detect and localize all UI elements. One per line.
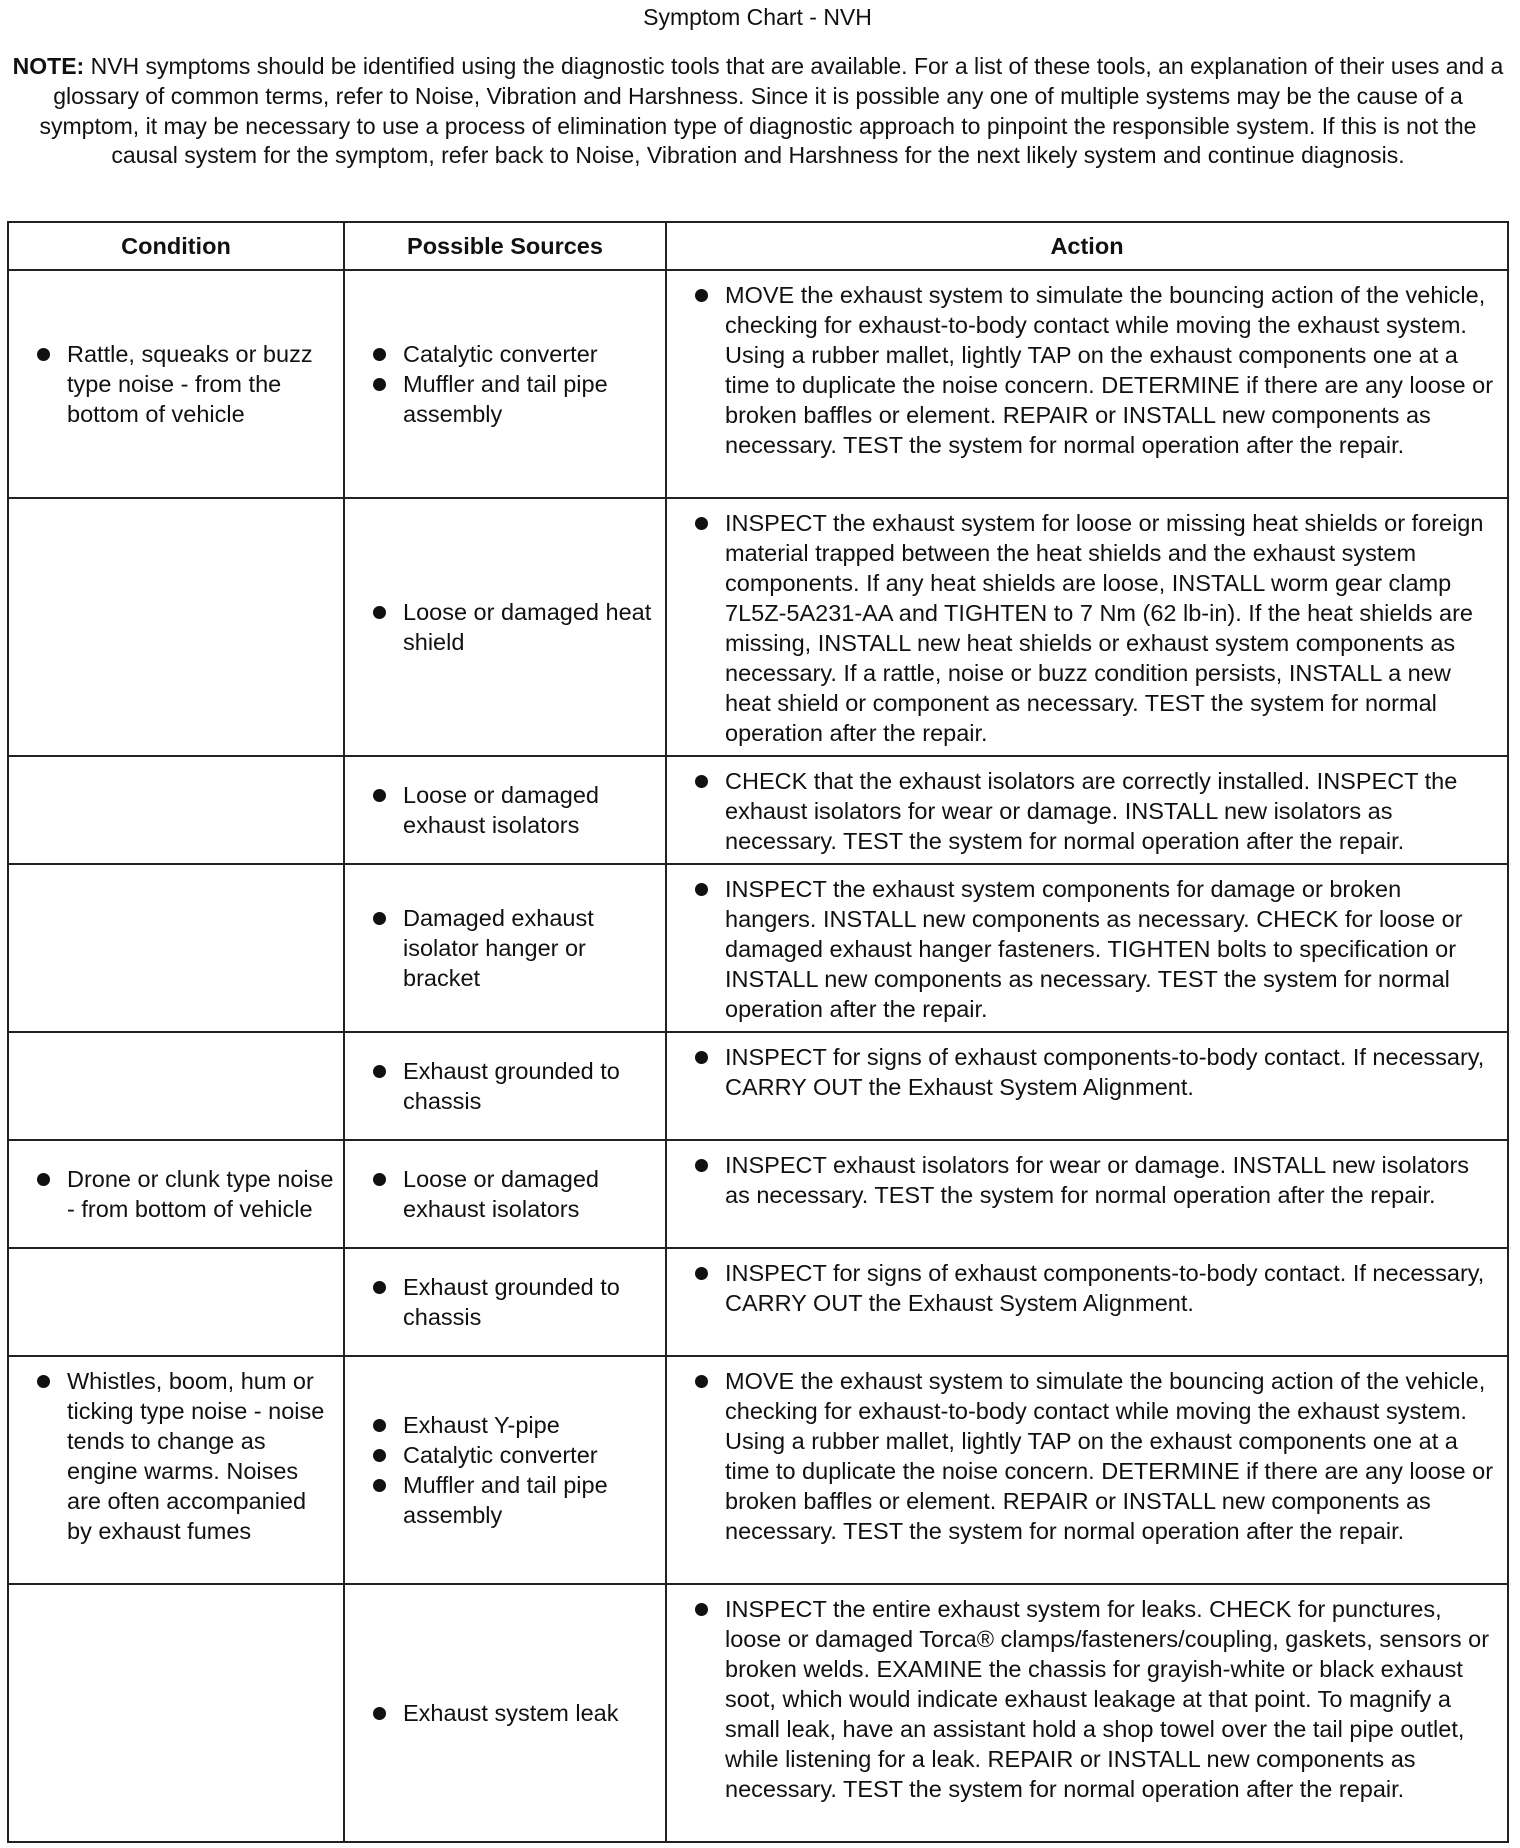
source-item: Catalytic converter — [345, 1440, 665, 1470]
table-row — [8, 1584, 1508, 1842]
source-item: Loose or damaged exhaust isolators — [345, 780, 665, 840]
source-item: Loose or damaged heat shield — [345, 597, 665, 657]
sources-cell — [344, 270, 666, 498]
source-item: Damaged exhaust isolator hanger or bracket — [345, 903, 665, 993]
action-item: CHECK that the exhaust isolators are correctly installed. INSPECT the exhaust isolators for wear or damage. INSTALL new isolators as necessary. TEST the system for normal operation after the repair. — [667, 766, 1507, 856]
source-item: Loose or damaged exhaust isolators — [345, 1164, 665, 1224]
action-item: INSPECT for signs of exhaust components-to-body contact. If necessary, CARRY OUT the Exhaust System Alignment. — [667, 1258, 1507, 1318]
action-cell — [666, 756, 1508, 864]
note-paragraph — [8, 52, 1508, 171]
action-cell — [666, 1032, 1508, 1140]
condition-item: Rattle, squeaks or buzz type noise - from the bottom of vehicle — [9, 339, 343, 429]
condition-cell — [8, 1356, 344, 1584]
condition-cell — [8, 756, 344, 864]
table-row — [8, 1356, 1508, 1584]
condition-cell — [8, 1032, 344, 1140]
source-item: Catalytic converter — [345, 339, 665, 369]
header-possible-sources: Possible Sources — [344, 222, 666, 270]
action-item: MOVE the exhaust system to simulate the bouncing action of the vehicle, checking for exhaust-to-body contact while moving the exhaust system. Using a rubber mallet, lightly TAP on the exhaust components one at a time to duplicate the noise concern. DETERMINE if there are any loose or broken baffles or element. REPAIR or INSTALL new components as necessary. TEST the system for normal operation after the repair. — [667, 1366, 1507, 1546]
action-item: INSPECT for signs of exhaust components-to-body contact. If necessary, CARRY OUT the Exhaust System Alignment. — [667, 1042, 1507, 1102]
note-label: NOTE: — [12, 53, 85, 79]
sources-cell — [344, 1032, 666, 1140]
action-item: INSPECT the exhaust system for loose or missing heat shields or foreign material trapped between the heat shields and the exhaust system components. If any heat shields are loose, INSTALL worm gear clamp 7L5Z-5A231-AA and TIGHTEN to 7 Nm (62 lb-in). If the heat shields are missing, INSTALL new heat shields or exhaust system components as necessary. If a rattle, noise or buzz condition persists, INSTALL a new heat shield or component as necessary. TEST the system for normal operation after the repair. — [667, 508, 1507, 748]
action-cell — [666, 1356, 1508, 1584]
action-cell — [666, 270, 1508, 498]
source-item: Exhaust system leak — [345, 1698, 665, 1728]
source-item: Exhaust grounded to chassis — [345, 1056, 665, 1116]
condition-item: Drone or clunk type noise - from bottom of vehicle — [9, 1164, 343, 1224]
source-item: Exhaust grounded to chassis — [345, 1272, 665, 1332]
action-item: INSPECT the entire exhaust system for leaks. CHECK for punctures, loose or damaged Torca® clamps/fasteners/coupling, gaskets, sensors or broken welds. EXAMINE the chassis for grayish-white or black exhaust soot, which would indicate exhaust leakage at that point. To magnify a small leak, have an assistant hold a shop towel over the tail pipe outlet, while listening for a leak. REPAIR or INSTALL new components as necessary. TEST the system for normal operation after the repair. — [667, 1594, 1507, 1804]
condition-cell — [8, 1584, 344, 1842]
sources-cell — [344, 1584, 666, 1842]
header-action: Action — [666, 222, 1508, 270]
table-header-row — [8, 222, 1508, 270]
condition-cell — [8, 1248, 344, 1356]
action-cell — [666, 1584, 1508, 1842]
source-item: Muffler and tail pipe assembly — [345, 1470, 665, 1530]
sources-cell — [344, 498, 666, 756]
action-item: MOVE the exhaust system to simulate the bouncing action of the vehicle, checking for exhaust-to-body contact while moving the exhaust system. Using a rubber mallet, lightly TAP on the exhaust components one at a time to duplicate the noise concern. DETERMINE if there are any loose or broken baffles or element. REPAIR or INSTALL new components as necessary. TEST the system for normal operation after the repair. — [667, 280, 1507, 460]
action-cell — [666, 864, 1508, 1032]
sources-cell — [344, 1356, 666, 1584]
symptom-chart-table — [7, 221, 1509, 1843]
action-item: INSPECT exhaust isolators for wear or damage. INSTALL new isolators as necessary. TEST the system for normal operation after the repair. — [667, 1150, 1507, 1210]
sources-cell — [344, 1140, 666, 1248]
condition-item: Whistles, boom, hum or ticking type noise - noise tends to change as engine warms. Noises are often accompanied by exhaust fumes — [9, 1366, 343, 1546]
table-row — [8, 1032, 1508, 1140]
condition-cell — [8, 270, 344, 498]
condition-cell — [8, 498, 344, 756]
source-item: Muffler and tail pipe assembly — [345, 369, 665, 429]
header-condition: Condition — [8, 222, 344, 270]
table-row — [8, 498, 1508, 756]
condition-cell — [8, 864, 344, 1032]
table-row — [8, 756, 1508, 864]
sources-cell — [344, 864, 666, 1032]
table-row — [8, 864, 1508, 1032]
table-row — [8, 1140, 1508, 1248]
table-row — [8, 1248, 1508, 1356]
sources-cell — [344, 1248, 666, 1356]
action-item: INSPECT the exhaust system components for damage or broken hangers. INSTALL new components as necessary. CHECK for loose or damaged exhaust hanger fasteners. TIGHTEN bolts to specification or INSTALL new components as necessary. TEST the system for normal operation after the repair. — [667, 874, 1507, 1024]
action-cell — [666, 1140, 1508, 1248]
sources-cell — [344, 756, 666, 864]
action-cell — [666, 1248, 1508, 1356]
note-text: NVH symptoms should be identified using the diagnostic tools that are available. For a list of these tools, an explanation of their uses and a glossary of common terms, refer to Noise, Vibration and Harshness. Since it is possible any one of multiple systems may be the cause of a symptom, it may be necessary to use a process of elimination type of diagnostic approach to pinpoint the responsible system. If this is not the causal system for the symptom, refer back to Noise, Vibration and Harshness for the next likely system and continue diagnosis. — [39, 53, 1504, 169]
source-item: Exhaust Y-pipe — [345, 1410, 665, 1440]
table-row — [8, 270, 1508, 498]
page-title: Symptom Chart - NVH — [643, 4, 872, 30]
action-cell — [666, 498, 1508, 756]
condition-cell — [8, 1140, 344, 1248]
